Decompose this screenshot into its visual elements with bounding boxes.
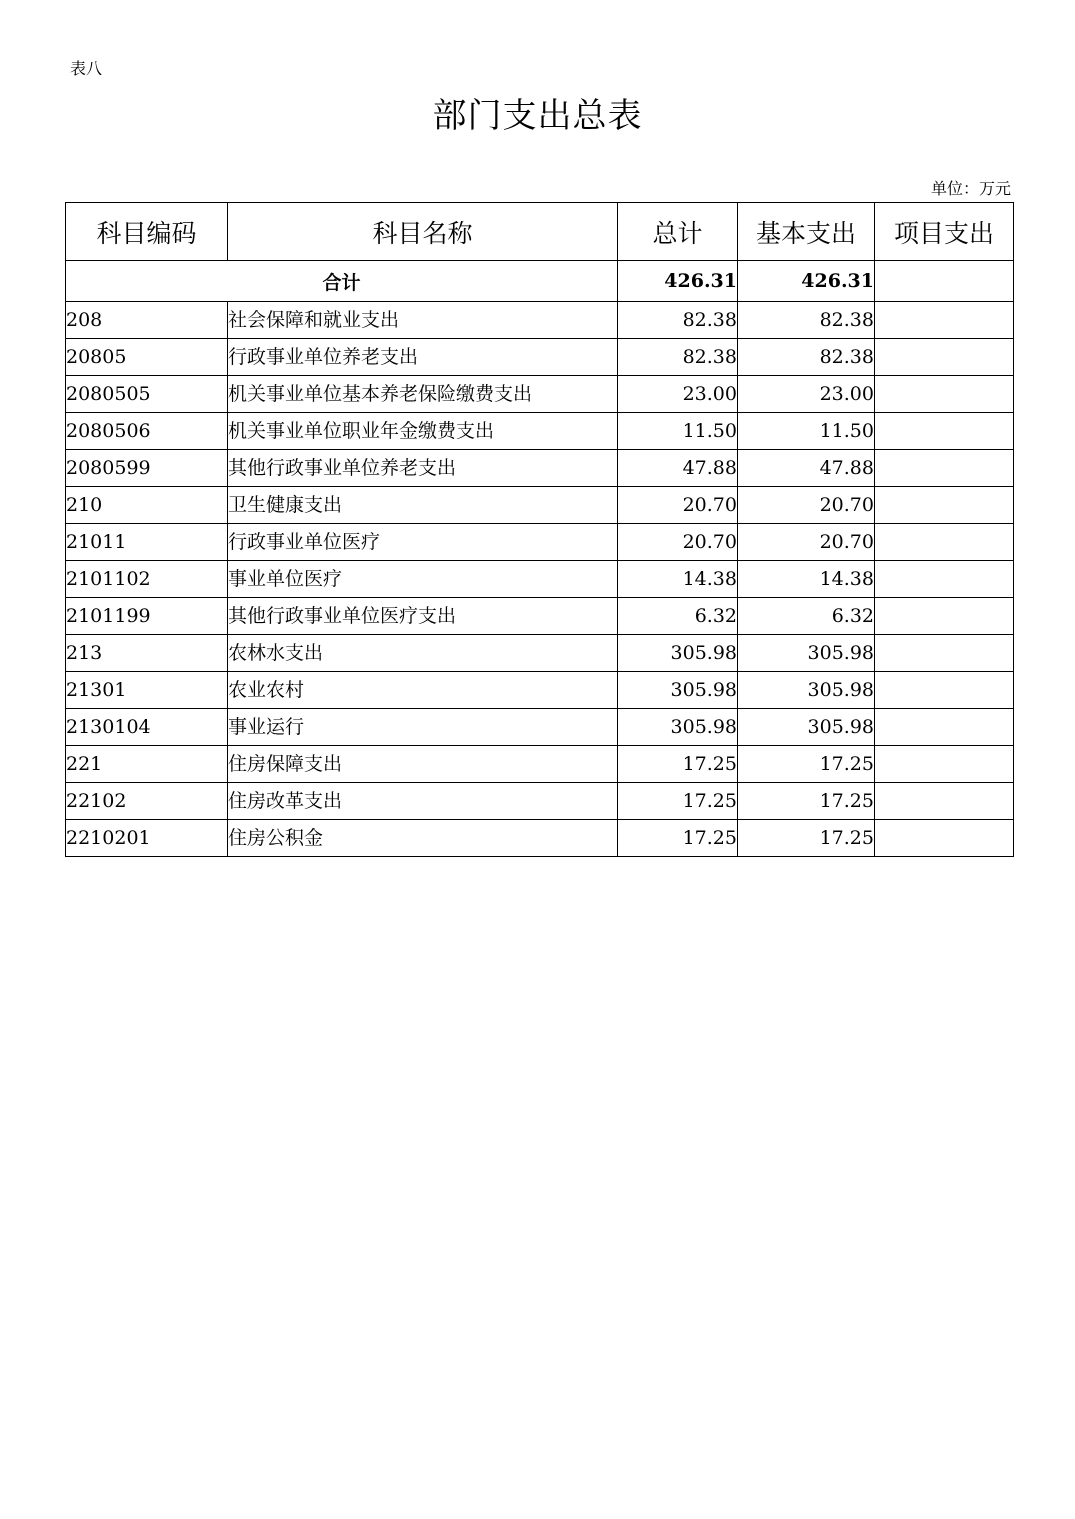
row-basic: 17.25 bbox=[738, 783, 875, 820]
table-row bbox=[66, 339, 1014, 376]
row-name-cell bbox=[228, 339, 618, 376]
row-code: 2080505 bbox=[66, 376, 228, 413]
row-name-cell bbox=[228, 635, 618, 672]
row-name: 住房公积金 bbox=[228, 827, 324, 849]
row-name-cell bbox=[228, 376, 618, 413]
row-total: 14.38 bbox=[618, 561, 738, 598]
row-code: 21011 bbox=[66, 524, 228, 561]
table-row bbox=[66, 561, 1014, 598]
row-name-cell bbox=[228, 672, 618, 709]
row-project bbox=[875, 487, 1014, 524]
row-name-cell bbox=[228, 820, 618, 857]
row-name-cell bbox=[228, 413, 618, 450]
table-row bbox=[66, 524, 1014, 561]
row-basic: 47.88 bbox=[738, 450, 875, 487]
row-name: 事业运行 bbox=[228, 716, 305, 738]
header-project: 项目支出 bbox=[875, 203, 1014, 261]
row-code: 21301 bbox=[66, 672, 228, 709]
row-name-cell bbox=[228, 302, 618, 339]
row-basic: 6.32 bbox=[738, 598, 875, 635]
row-total: 305.98 bbox=[618, 709, 738, 746]
total-basic: 426.31 bbox=[738, 261, 875, 302]
row-basic: 17.25 bbox=[738, 746, 875, 783]
row-name-cell bbox=[228, 450, 618, 487]
row-basic: 23.00 bbox=[738, 376, 875, 413]
row-project bbox=[875, 709, 1014, 746]
row-project bbox=[875, 635, 1014, 672]
row-name: 住房改革支出 bbox=[228, 790, 343, 812]
row-project bbox=[875, 339, 1014, 376]
table-row bbox=[66, 709, 1014, 746]
table-row bbox=[66, 413, 1014, 450]
table-row bbox=[66, 487, 1014, 524]
expenditure-table bbox=[65, 202, 1014, 857]
row-project bbox=[875, 450, 1014, 487]
row-total: 17.25 bbox=[618, 746, 738, 783]
row-code: 22102 bbox=[66, 783, 228, 820]
table-row bbox=[66, 820, 1014, 857]
header-code: 科目编码 bbox=[66, 203, 228, 261]
row-total: 17.25 bbox=[618, 783, 738, 820]
row-basic: 14.38 bbox=[738, 561, 875, 598]
row-name-cell bbox=[228, 709, 618, 746]
row-total: 305.98 bbox=[618, 672, 738, 709]
table-row bbox=[66, 783, 1014, 820]
row-code: 213 bbox=[66, 635, 228, 672]
header-total: 总计 bbox=[618, 203, 738, 261]
row-name-cell bbox=[228, 783, 618, 820]
row-name-cell bbox=[228, 746, 618, 783]
total-total: 426.31 bbox=[618, 261, 738, 302]
row-project bbox=[875, 746, 1014, 783]
row-total: 23.00 bbox=[618, 376, 738, 413]
table-row bbox=[66, 302, 1014, 339]
row-name: 行政事业单位养老支出 bbox=[228, 346, 419, 368]
row-name: 机关事业单位职业年金缴费支出 bbox=[228, 420, 495, 442]
row-basic: 20.70 bbox=[738, 524, 875, 561]
row-project bbox=[875, 524, 1014, 561]
unit-label: 单位：万元 bbox=[930, 179, 1011, 198]
header-basic: 基本支出 bbox=[738, 203, 875, 261]
row-name-cell bbox=[228, 524, 618, 561]
row-basic: 305.98 bbox=[738, 635, 875, 672]
row-basic: 17.25 bbox=[738, 820, 875, 857]
row-total: 11.50 bbox=[618, 413, 738, 450]
row-project bbox=[875, 561, 1014, 598]
row-name: 住房保障支出 bbox=[228, 753, 343, 775]
row-total: 82.38 bbox=[618, 339, 738, 376]
row-code: 2130104 bbox=[66, 709, 228, 746]
row-code: 221 bbox=[66, 746, 228, 783]
total-project bbox=[875, 261, 1014, 302]
row-basic: 20.70 bbox=[738, 487, 875, 524]
row-project bbox=[875, 783, 1014, 820]
row-basic: 11.50 bbox=[738, 413, 875, 450]
row-name: 其他行政事业单位医疗支出 bbox=[228, 605, 457, 627]
row-code: 2080506 bbox=[66, 413, 228, 450]
row-basic: 305.98 bbox=[738, 709, 875, 746]
row-total: 305.98 bbox=[618, 635, 738, 672]
total-label: 合计 bbox=[66, 261, 618, 302]
row-code: 20805 bbox=[66, 339, 228, 376]
row-code: 2210201 bbox=[66, 820, 228, 857]
row-total: 47.88 bbox=[618, 450, 738, 487]
row-name: 机关事业单位基本养老保险缴费支出 bbox=[228, 383, 533, 405]
table-row bbox=[66, 598, 1014, 635]
total-row bbox=[66, 261, 1014, 302]
row-name: 农业农村 bbox=[228, 679, 305, 701]
row-total: 82.38 bbox=[618, 302, 738, 339]
table-number: 表八 bbox=[70, 59, 103, 78]
row-project bbox=[875, 376, 1014, 413]
table-row bbox=[66, 450, 1014, 487]
row-name: 农林水支出 bbox=[228, 642, 324, 664]
page-title: 部门支出总表 bbox=[432, 96, 643, 136]
row-name-cell bbox=[228, 561, 618, 598]
row-name: 社会保障和就业支出 bbox=[228, 309, 400, 331]
row-code: 2080599 bbox=[66, 450, 228, 487]
row-total: 20.70 bbox=[618, 524, 738, 561]
row-basic: 82.38 bbox=[738, 302, 875, 339]
row-project bbox=[875, 672, 1014, 709]
row-project bbox=[875, 302, 1014, 339]
row-code: 210 bbox=[66, 487, 228, 524]
row-name-cell bbox=[228, 487, 618, 524]
row-basic: 305.98 bbox=[738, 672, 875, 709]
row-basic: 82.38 bbox=[738, 339, 875, 376]
row-total: 17.25 bbox=[618, 820, 738, 857]
row-total: 6.32 bbox=[618, 598, 738, 635]
row-name: 事业单位医疗 bbox=[228, 568, 343, 590]
row-name: 其他行政事业单位养老支出 bbox=[228, 457, 457, 479]
header-row bbox=[66, 203, 1014, 261]
row-project bbox=[875, 598, 1014, 635]
row-project bbox=[875, 820, 1014, 857]
row-name-cell bbox=[228, 598, 618, 635]
row-total: 20.70 bbox=[618, 487, 738, 524]
row-project bbox=[875, 413, 1014, 450]
table-row bbox=[66, 746, 1014, 783]
table-row bbox=[66, 635, 1014, 672]
row-code: 208 bbox=[66, 302, 228, 339]
row-code: 2101199 bbox=[66, 598, 228, 635]
row-name: 行政事业单位医疗 bbox=[228, 531, 381, 553]
table-row bbox=[66, 376, 1014, 413]
table-row bbox=[66, 672, 1014, 709]
row-name: 卫生健康支出 bbox=[228, 494, 343, 516]
row-code: 2101102 bbox=[66, 561, 228, 598]
header-name: 科目名称 bbox=[228, 203, 618, 261]
